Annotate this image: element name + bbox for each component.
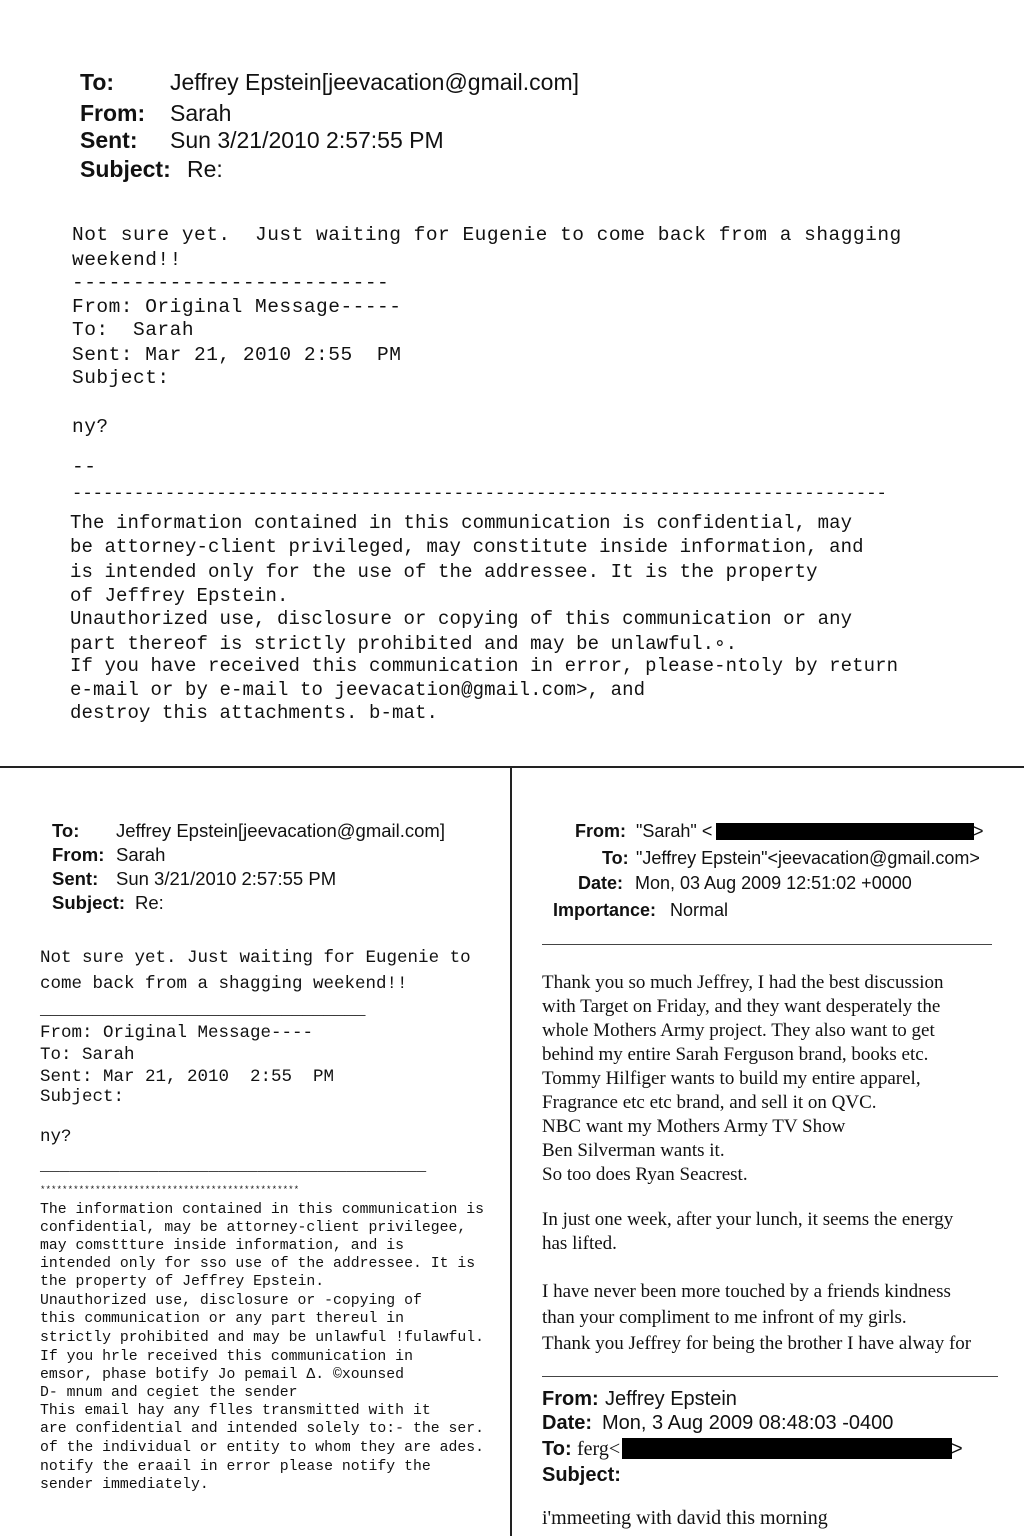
separator-line: _______________________________ [40, 1000, 366, 1020]
disclaimer-line: be attorney-client privileged, may constitute inside information, and [70, 536, 864, 558]
disclaimer-line: is intended only for the use of the addressee. It is the property [70, 561, 818, 583]
date-value: Mon, 03 Aug 2009 12:51:02 +0000 [635, 873, 912, 893]
sent-label: Sent: [52, 868, 99, 889]
body-line: weekend!! [72, 249, 182, 271]
original-message-sent: Sent: Mar 21, 2010 2:55 PM [72, 344, 402, 366]
reply-to-end: > [951, 1438, 963, 1460]
body-line: Not sure yet. Just waiting for Eugenie to come back from a shagging [72, 224, 902, 246]
subject-value: Re: [135, 892, 164, 913]
original-message-to: To: Sarah [72, 319, 195, 341]
body-line: than your compliment to me infront of my girls. [542, 1307, 907, 1328]
disclaimer-line: this communication or any part thereul in [40, 1311, 405, 1327]
horizontal-divider [0, 766, 1024, 768]
to-value: Jeffrey Epstein[jeevacation@gmail.com] [170, 69, 580, 95]
disclaimer-line: the property of Jeffrey Epstein. [40, 1274, 325, 1290]
reply-date-value: Mon, 3 Aug 2009 08:48:03 -0400 [602, 1412, 894, 1434]
body-line: whole Mothers Army project. They also want to get [542, 1020, 935, 1041]
to-label: To: [80, 69, 115, 95]
original-message-from: From: Original Message---- [40, 1023, 314, 1043]
from-value: "Sarah" < [636, 821, 713, 841]
from-label: From: [52, 844, 105, 865]
header-rule [542, 944, 992, 945]
reply-to-value: ferg< [577, 1438, 621, 1460]
body-line: come back from a shagging weekend!! [40, 974, 408, 994]
original-message-from: From: Original Message----- [72, 296, 402, 318]
reply-date-label: Date: [542, 1412, 593, 1434]
to-value: Jeffrey Epstein[jeevacation@gmail.com] [116, 820, 445, 841]
disclaimer-line: intended only for sso use of the addressee. It is [40, 1256, 476, 1272]
body-line: Tommy Hilfiger wants to build my entire apparel, [542, 1068, 921, 1089]
body-line: In just one week, after your lunch, it seems the energy [542, 1209, 954, 1230]
redaction-bar [716, 823, 974, 840]
to-label: To: [52, 820, 80, 841]
disclaimer-line: sender immediately. [40, 1477, 209, 1493]
original-message-subject: Subject: [40, 1087, 125, 1107]
disclaimer-line: part thereof is strictly prohibited and may be unlawful.∘. [70, 633, 738, 655]
vertical-divider [510, 766, 512, 1536]
body-line: Fragrance etc etc brand, and sell it on QVC. [542, 1092, 877, 1113]
disclaimer-line: may comsttture inside information, and is [40, 1238, 405, 1254]
disclaimer-line: If you hrle received this communication in [40, 1349, 413, 1365]
disclaimer-line: If you have received this communication in error, please-ntoly by return [70, 655, 899, 677]
from-end: > [973, 821, 984, 841]
disclaimer-line: notify the eraail in error please notify the [40, 1459, 431, 1475]
body-line: has lifted. [542, 1233, 617, 1254]
reply-from-label: From: [542, 1388, 599, 1410]
subject-value: Re: [187, 156, 223, 182]
subject-label: Subject: [80, 156, 171, 182]
date-label: Date: [578, 873, 624, 893]
disclaimer-line: e-mail or by e-mail to jeevacation@gmail.com>, and [70, 679, 646, 701]
disclaimer-line: confidential, may be attorney-client privilegee, [40, 1220, 467, 1236]
separator-line: ------------------------------------------------------------------------------- [72, 485, 887, 504]
disclaimer-line: destroy this attachments. b-mat. [70, 702, 439, 724]
original-message-sent: Sent: Mar 21, 2010 2:55 PM [40, 1067, 335, 1087]
separator-line: -------------------------- [72, 272, 390, 294]
to-value: "Jeffrey Epstein"<jeevacation@gmail.com> [636, 848, 980, 868]
body-line: with Target on Friday, and they want desperately the [542, 996, 941, 1017]
asterisk-line: *********************************************** [40, 1184, 300, 1195]
sent-label: Sent: [80, 127, 138, 153]
importance-label: Importance: [553, 900, 657, 920]
body-line: NBC want my Mothers Army TV Show [542, 1116, 846, 1137]
disclaimer-line: This email hay any flles transmitted with it [40, 1403, 431, 1419]
reply-body: i'mmeeting with david this morning [542, 1507, 828, 1529]
to-label: To: [602, 848, 629, 868]
original-message-body: ny? [72, 416, 109, 438]
disclaimer-line: of Jeffrey Epstein. [70, 585, 289, 607]
disclaimer-line: D- mnum and cegiet the sender [40, 1385, 298, 1401]
original-message-to: To: Sarah [40, 1045, 135, 1065]
reply-from-value: Jeffrey Epstein [605, 1388, 737, 1410]
subject-label: Subject: [52, 892, 125, 913]
disclaimer-line: The information contained in this communication is [40, 1202, 484, 1218]
disclaimer-line: are confidential and intended solely to:- the ser. [40, 1421, 484, 1437]
body-line: So too does Ryan Seacrest. [542, 1164, 748, 1185]
disclaimer-line: of the individual or entity to whom they are ades. [40, 1440, 484, 1456]
from-label: From: [575, 821, 626, 841]
reply-subject-label: Subject: [542, 1464, 621, 1486]
body-line: behind my entire Sarah Ferguson brand, books etc. [542, 1044, 929, 1065]
disclaimer-line: strictly prohibited and may be unlawful !fulawful. [40, 1330, 484, 1346]
from-value: Sarah [170, 100, 232, 126]
disclaimer-line: The information contained in this communication is confidential, may [70, 512, 853, 534]
original-message-body: ny? [40, 1127, 72, 1147]
from-value: Sarah [116, 844, 166, 865]
original-message-subject: Subject: [72, 367, 170, 389]
body-line: Thank you Jeffrey for being the brother I have alway for [542, 1333, 972, 1354]
from-label: From: [80, 100, 146, 126]
sent-value: Sun 3/21/2010 2:57:55 PM [116, 868, 337, 889]
sent-value: Sun 3/21/2010 2:57:55 PM [170, 127, 444, 153]
separator-line: _______________________________________ [40, 1156, 427, 1175]
redaction-bar [622, 1438, 952, 1459]
reply-rule [542, 1376, 998, 1377]
reply-to-label: To: [542, 1438, 572, 1460]
body-line: Ben Silverman wants it. [542, 1140, 725, 1161]
body-line: Thank you so much Jeffrey, I had the best discussion [542, 972, 944, 993]
disclaimer-line: emsor, phase botify Jo pemail Δ. ©xounsed [40, 1367, 405, 1383]
body-line: Not sure yet. Just waiting for Eugenie to [40, 948, 471, 968]
disclaimer-line: Unauthorized use, disclosure or -copying of [40, 1293, 422, 1309]
disclaimer-line: Unauthorized use, disclosure or copying of this communication or any [70, 608, 853, 630]
signature-dash: -- [72, 456, 97, 478]
body-line: I have never been more touched by a friends kindness [542, 1281, 951, 1302]
importance-value: Normal [670, 900, 729, 920]
